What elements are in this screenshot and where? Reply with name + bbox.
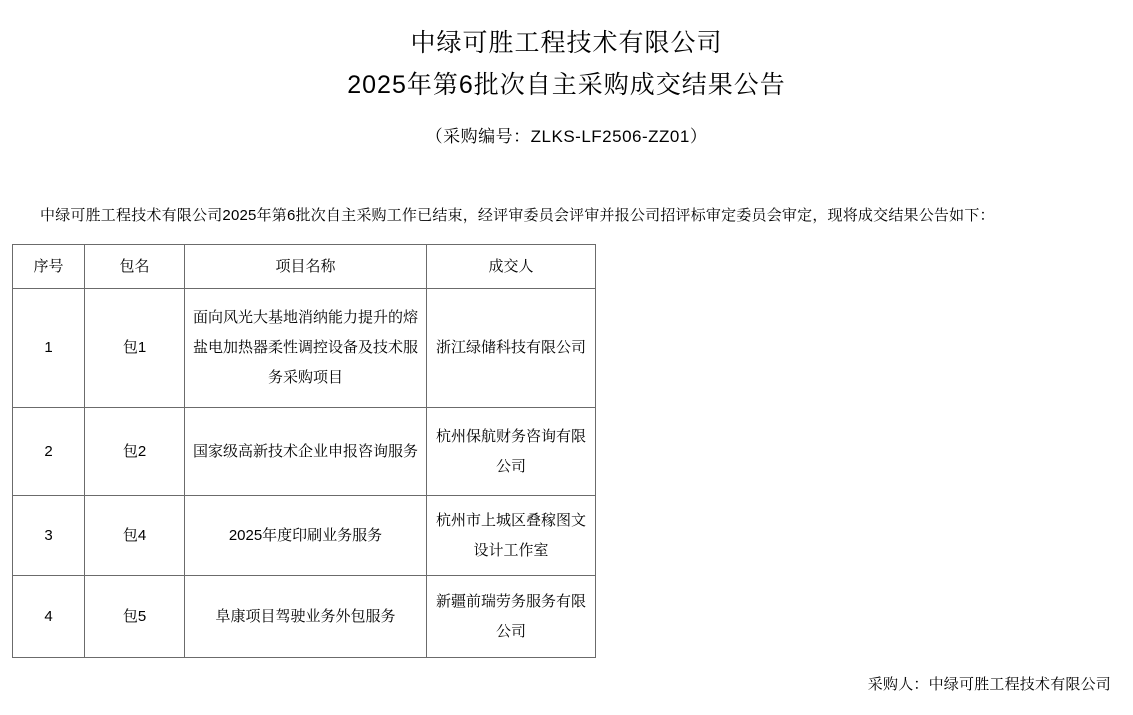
cell-winner: 浙江绿储科技有限公司 bbox=[427, 289, 596, 408]
table-header-row bbox=[13, 245, 596, 289]
cell-seq: 1 bbox=[13, 289, 85, 408]
table-row bbox=[13, 496, 596, 576]
footer-purchaser: 采购人：中绿可胜工程技术有限公司 bbox=[867, 676, 1111, 693]
purchase-number: （采购编号：ZLKS-LF2506-ZZ01） bbox=[425, 127, 708, 146]
cell-winner: 新疆前瑞劳务服务有限公司 bbox=[427, 576, 596, 658]
table-header bbox=[13, 245, 596, 289]
table-row bbox=[13, 289, 596, 408]
cell-project: 面向风光大基地消纳能力提升的熔盐电加热器柔性调控设备及技术服务采购项目 bbox=[185, 289, 427, 408]
cell-package: 包1 bbox=[85, 289, 185, 408]
cell-project: 2025年度印刷业务服务 bbox=[185, 496, 427, 576]
cell-project: 阜康项目驾驶业务外包服务 bbox=[185, 576, 427, 658]
cell-seq: 3 bbox=[13, 496, 85, 576]
cell-package: 包4 bbox=[85, 496, 185, 576]
cell-seq: 2 bbox=[13, 408, 85, 496]
intro-paragraph: 中绿可胜工程技术有限公司2025年第6批次自主采购工作已结束，经评审委员会评审并报公司招评标审定委员会审定，现将成交结果公告如下： bbox=[40, 207, 995, 224]
cell-package: 包5 bbox=[85, 576, 185, 658]
table-row bbox=[13, 408, 596, 496]
cell-project: 国家级高新技术企业申报咨询服务 bbox=[185, 408, 427, 496]
column-header-project: 项目名称 bbox=[185, 245, 427, 289]
title-block bbox=[0, 0, 1133, 152]
results-table bbox=[12, 244, 596, 658]
cell-winner: 杭州市上城区叠稼图文设计工作室 bbox=[427, 496, 596, 576]
column-header-seq: 序号 bbox=[13, 245, 85, 289]
cell-package: 包2 bbox=[85, 408, 185, 496]
cell-winner: 杭州保航财务咨询有限公司 bbox=[427, 408, 596, 496]
page-title-line1: 中绿可胜工程技术有限公司 bbox=[410, 29, 723, 57]
column-header-package: 包名 bbox=[85, 245, 185, 289]
column-header-winner: 成交人 bbox=[427, 245, 596, 289]
page-title-line2: 2025年第6批次自主采购成交结果公告 bbox=[347, 71, 786, 99]
table-row bbox=[13, 576, 596, 658]
cell-seq: 4 bbox=[13, 576, 85, 658]
table-body bbox=[13, 289, 596, 658]
